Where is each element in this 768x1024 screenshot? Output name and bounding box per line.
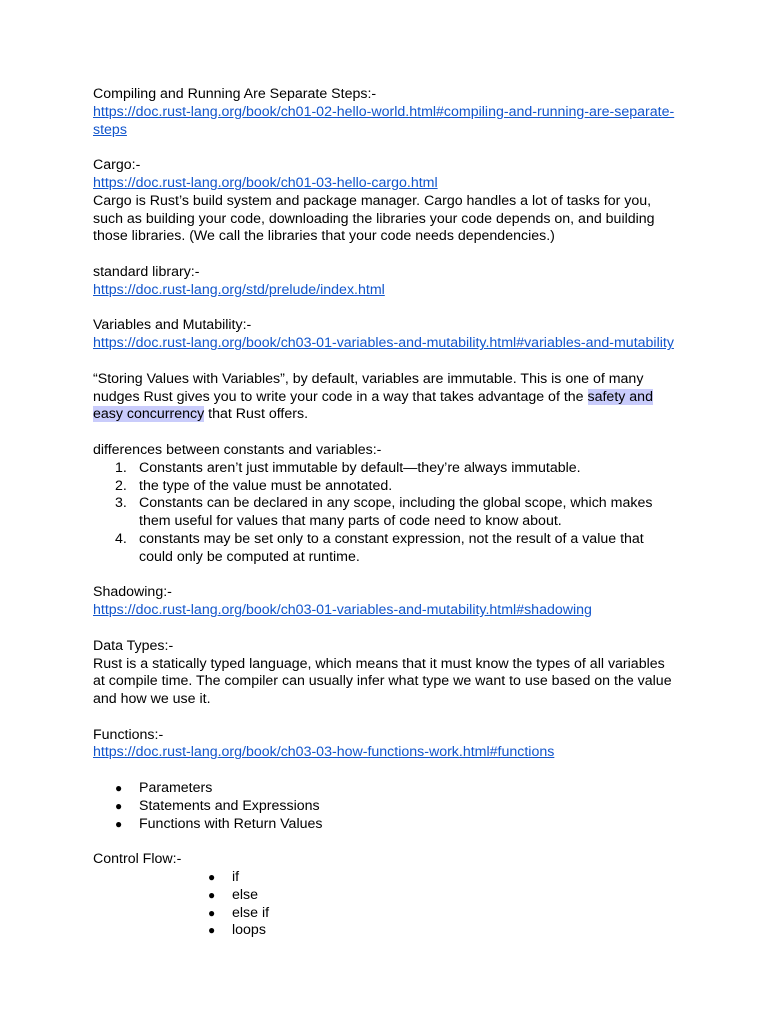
variables-link[interactable]: https://doc.rust-lang.org/book/ch03-01-variables-and-mutability.html#variables-and-mutability	[93, 335, 674, 352]
bullet-icon: ●	[208, 923, 216, 938]
cargo-link[interactable]: https://doc.rust-lang.org/book/ch01-03-hello-cargo.html	[93, 174, 438, 191]
stdlib-link[interactable]: https://doc.rust-lang.org/std/prelude/index.html	[93, 281, 385, 298]
bullet-icon: ●	[208, 905, 216, 920]
bullet-icon: ●	[208, 870, 216, 885]
compiling-link-continued[interactable]: steps	[93, 121, 127, 138]
list-item-text: Constants aren’t just immutable by default—they’re always immutable.	[139, 459, 581, 476]
shadowing-heading: Shadowing:-	[93, 584, 172, 601]
bullet-icon: ●	[115, 781, 123, 796]
datatypes-paragraph-line: and how we use it.	[93, 691, 211, 708]
list-item-text: Statements and Expressions	[139, 797, 320, 814]
variables-paragraph-line	[93, 389, 683, 407]
list-item-text: the type of the value must be annotated.	[139, 477, 393, 494]
variables-paragraph-text: nudges Rust gives you to write your code in a way that takes advantage of the	[93, 388, 588, 405]
cargo-paragraph-line: those libraries. (We call the libraries that your code needs dependencies.)	[93, 228, 555, 245]
compiling-heading: Compiling and Running Are Separate Steps:-	[93, 86, 377, 102]
list-item	[93, 798, 683, 816]
constants-numbered-list	[93, 460, 683, 567]
list-item	[93, 531, 683, 567]
list-item-text: Functions with Return Values	[139, 815, 323, 832]
list-item	[93, 869, 683, 887]
list-item-text: Parameters	[139, 780, 213, 797]
list-item-text: else	[232, 886, 259, 903]
list-item-text: loops	[232, 922, 266, 939]
datatypes-paragraph-line: at compile time. The compiler can usually infer what type we want to use based on the value	[93, 673, 672, 690]
cargo-paragraph-line: such as building your code, downloading the libraries your code depends on, and building	[93, 210, 655, 227]
list-number: 1.	[115, 459, 127, 476]
functions-link[interactable]: https://doc.rust-lang.org/book/ch03-03-how-functions-work.html#functions	[93, 744, 555, 761]
list-item	[93, 495, 683, 531]
list-item-text: Constants can be declared in any scope, including the global scope, which makes	[139, 495, 653, 512]
list-item	[93, 460, 683, 478]
controlflow-heading: Control Flow:-	[93, 851, 182, 868]
constants-heading: differences between constants and variables:-	[93, 441, 382, 458]
highlighted-text: easy concurrency	[93, 406, 205, 423]
list-item	[93, 922, 683, 940]
list-number: 2.	[115, 477, 127, 494]
variables-paragraph-line	[93, 406, 683, 424]
controlflow-bullet-list	[93, 869, 683, 940]
list-number: 4.	[115, 530, 127, 547]
document-page	[93, 86, 683, 940]
list-item-text: them useful for values that many parts of code need to know about.	[139, 513, 562, 530]
cargo-heading: Cargo:-	[93, 157, 141, 174]
variables-paragraph-text: that Rust offers.	[204, 406, 309, 423]
shadowing-link[interactable]: https://doc.rust-lang.org/book/ch03-01-variables-and-mutability.html#shadowing	[93, 602, 592, 619]
datatypes-heading: Data Types:-	[93, 637, 174, 654]
highlighted-text: safety and	[587, 388, 653, 405]
list-item	[93, 816, 683, 834]
bullet-icon: ●	[208, 887, 216, 902]
variables-heading: Variables and Mutability:-	[93, 317, 252, 334]
variables-paragraph-line: “Storing Values with Variables”, by default, variables are immutable. This is one of many	[93, 370, 644, 387]
list-number: 3.	[115, 495, 127, 512]
bullet-icon: ●	[115, 798, 123, 813]
list-item-text: if	[232, 869, 240, 886]
list-item-text: could only be computed at runtime.	[139, 548, 360, 565]
list-item	[93, 905, 683, 923]
datatypes-paragraph-line: Rust is a statically typed language, which means that it must know the types of all variables	[93, 655, 665, 672]
list-item	[93, 887, 683, 905]
list-item	[93, 478, 683, 496]
functions-heading: Functions:-	[93, 726, 164, 743]
compiling-link[interactable]: https://doc.rust-lang.org/book/ch01-02-hello-world.html#compiling-and-running-are-separate-	[93, 103, 675, 120]
list-item	[93, 780, 683, 798]
bullet-icon: ●	[115, 816, 123, 831]
list-item-text: else if	[232, 904, 270, 921]
cargo-paragraph-line: Cargo is Rust’s build system and package manager. Cargo handles a lot of tasks for you,	[93, 192, 652, 209]
list-item-text: constants may be set only to a constant expression, not the result of a value that	[139, 530, 644, 547]
stdlib-heading: standard library:-	[93, 263, 200, 280]
functions-bullet-list	[93, 780, 683, 833]
